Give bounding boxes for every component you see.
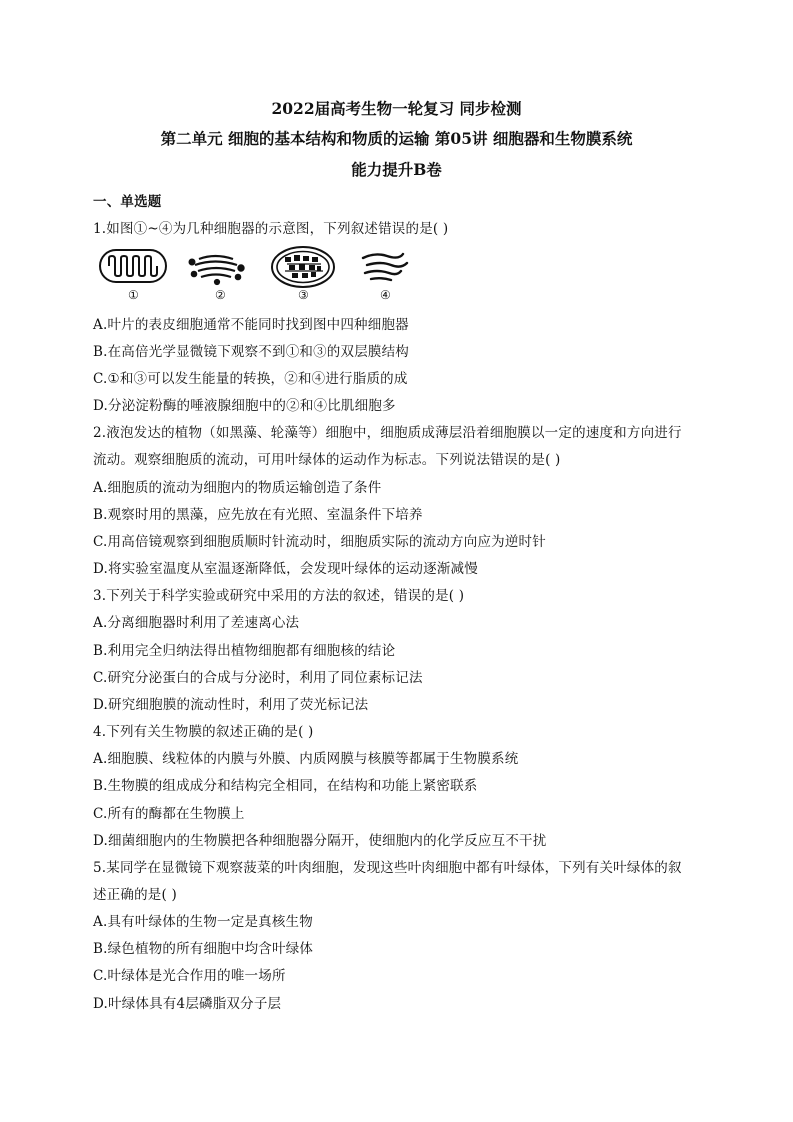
- figure-label-1: ①: [128, 288, 139, 302]
- question-1-option-b: B.在高倍光学显微镜下观察不到①和③的双层膜结构: [93, 344, 410, 360]
- figure-label-2: ②: [215, 288, 226, 302]
- question-1-option-a: A.叶片的表皮细胞通常不能同时找到图中四种细胞器: [93, 317, 409, 333]
- question-1-option-c: C.①和③可以发生能量的转换，②和④进行脂质的成: [93, 371, 408, 387]
- doc-subtitle: 第二单元 细胞的基本结构和物质的运输 第05讲 细胞器和生物膜系统: [160, 129, 633, 148]
- question-4-stem: 4.下列有关生物膜的叙述正确的是( ): [93, 724, 314, 740]
- question-4-option-c: C.所有的酶都在生物膜上: [93, 806, 245, 822]
- question-2-stem-line-1: 2.液泡发达的植物（如黑藻、轮藻等）细胞中，细胞质成薄层沿着细胞膜以一定的速度和方向进行: [93, 425, 682, 441]
- question-5-option-b: B.绿色植物的所有细胞中均含叶绿体: [93, 941, 314, 957]
- question-2-option-c: C.用高倍镜观察到细胞质顺时针流动时，细胞质实际的流动方向应为逆时针: [93, 534, 546, 550]
- question-4-option-b: B.生物膜的组成成分和结构完全相同，在结构和功能上紧密联系: [93, 778, 478, 794]
- question-5-option-a: A.具有叶绿体的生物一定是真核生物: [93, 914, 313, 930]
- golgi-icon: [190, 256, 244, 284]
- organelle-drawings: [95, 244, 425, 290]
- figure-label-3: ③: [298, 288, 309, 302]
- endoplasmic-reticulum-icon: [363, 254, 407, 280]
- question-2-option-a: A.细胞质的流动为细胞内的物质运输创造了条件: [93, 480, 382, 496]
- question-1-option-d: D.分泌淀粉酶的唾液腺细胞中的②和④比肌细胞多: [93, 398, 396, 414]
- mitochondrion-icon: [100, 250, 166, 282]
- question-4-option-d: D.细菌细胞内的生物膜把各种细胞器分隔开，使细胞内的化学反应互不干扰: [93, 833, 547, 849]
- question-3-stem: 3.下列关于科学实验或研究中采用的方法的叙述，错误的是( ): [93, 588, 465, 604]
- question-5-stem-line-1: 5.某同学在显微镜下观察菠菜的叶肉细胞，发现这些叶肉细胞中都有叶绿体，下列有关叶绿体的叙: [93, 860, 682, 876]
- question-5-option-c: C.叶绿体是光合作用的唯一场所: [93, 968, 286, 984]
- doc-level: 能力提升B卷: [351, 160, 442, 179]
- question-2-option-b: B.观察时用的黑藻，应先放在有光照、室温条件下培养: [93, 507, 423, 523]
- doc-title: 2022届高考生物一轮复习 同步检测: [271, 99, 522, 118]
- organelle-figure: [95, 244, 425, 310]
- figure-label-4: ④: [380, 288, 391, 302]
- question-3-option-d: D.研究细胞膜的流动性时，利用了荧光标记法: [93, 697, 369, 713]
- section-heading: 一、单选题: [93, 194, 162, 210]
- question-3-option-c: C.研究分泌蛋白的合成与分泌时，利用了同位素标记法: [93, 670, 423, 686]
- question-2-stem-line-2: 流动。观察细胞质的流动，可用叶绿体的运动作为标志。下列说法错误的是( ): [93, 452, 561, 468]
- question-1-stem: 1.如图①~④为几种细胞器的示意图，下列叙述错误的是( ): [93, 221, 449, 237]
- question-5-stem-line-2: 述正确的是( ): [93, 887, 177, 903]
- chloroplast-icon: [272, 247, 334, 287]
- question-4-option-a: A.细胞膜、线粒体的内膜与外膜、内质网膜与核膜等都属于生物膜系统: [93, 751, 519, 767]
- question-3-option-a: A.分离细胞器时利用了差速离心法: [93, 615, 300, 631]
- question-3-option-b: B.利用完全归纳法得出植物细胞都有细胞核的结论: [93, 643, 396, 659]
- question-2-option-d: D.将实验室温度从室温逐渐降低，会发现叶绿体的运动逐渐减慢: [93, 561, 478, 577]
- question-5-option-d: D.叶绿体具有4层磷脂双分子层: [93, 996, 282, 1012]
